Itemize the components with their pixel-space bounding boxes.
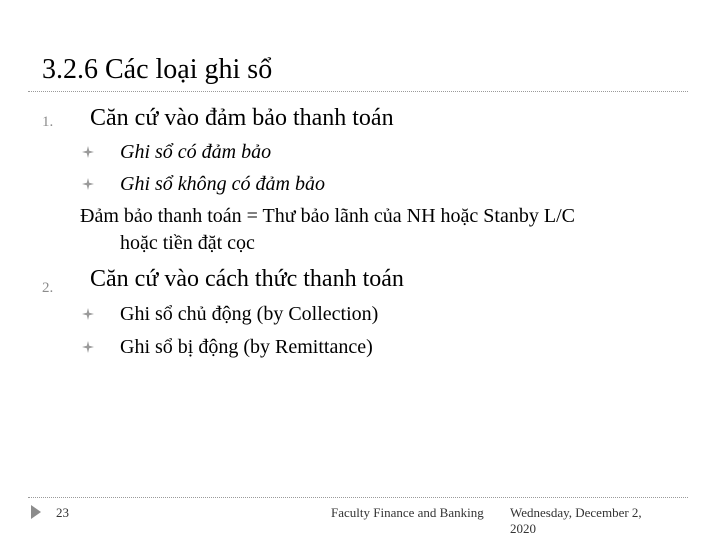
- section-1-note-line-2: hoặc tiền đặt cọc: [120, 232, 255, 254]
- page-number: 23: [56, 505, 69, 520]
- triangle-arrow-icon: [30, 505, 42, 519]
- section-1-bullet-1: Ghi sổ có đảm bảo: [120, 141, 272, 163]
- section-2-bullet-1: Ghi sổ chủ động (by Collection): [120, 303, 379, 325]
- section-2-number: 2.: [42, 280, 54, 296]
- four-point-star-icon: [82, 146, 94, 158]
- four-point-star-icon: [82, 178, 94, 190]
- footer-divider: [28, 497, 688, 498]
- section-2-bullet-2: Ghi sổ bị động (by Remittance): [120, 336, 373, 358]
- four-point-star-icon: [82, 341, 94, 353]
- section-1-heading: Căn cứ vào đảm bảo thanh toán: [90, 105, 394, 131]
- slide-title: 3.2.6 Các loại ghi sổ: [42, 54, 273, 85]
- title-divider: [28, 91, 688, 92]
- footer-date-line-2: 2020: [510, 521, 536, 536]
- section-2-heading: Căn cứ vào cách thức thanh toán: [90, 266, 404, 292]
- four-point-star-icon: [82, 308, 94, 320]
- section-1-number: 1.: [42, 114, 54, 130]
- section-1-bullet-2: Ghi sổ không có đảm bảo: [120, 173, 325, 195]
- footer-date-line-1: Wednesday, December 2,: [510, 505, 642, 520]
- section-1-note-line-1: Đảm bảo thanh toán = Thư bảo lãnh của NH hoặc Stanby L/C: [80, 205, 575, 227]
- footer-organization: Faculty Finance and Banking: [331, 505, 484, 520]
